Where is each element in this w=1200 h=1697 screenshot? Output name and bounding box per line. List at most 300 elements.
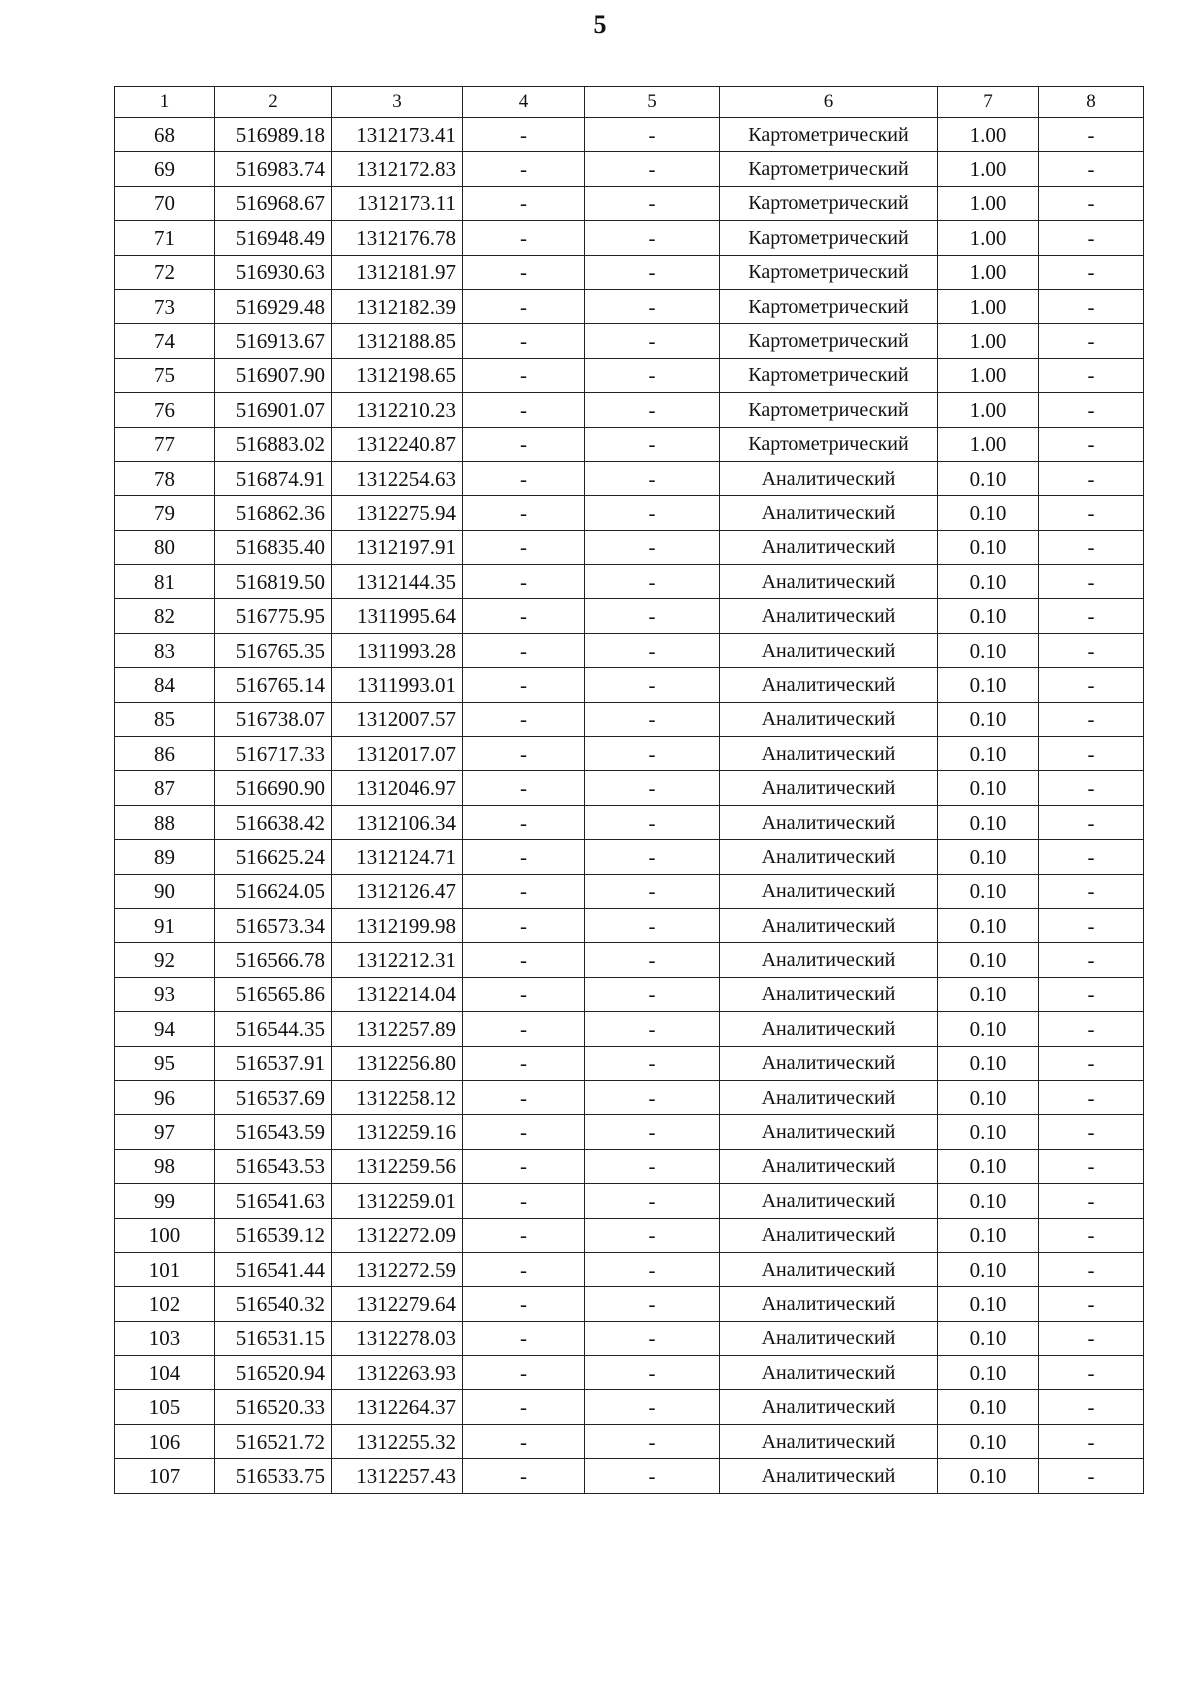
y-coordinate-cell: 1312188.85 [332, 324, 463, 358]
point-number-cell: 78 [115, 461, 215, 495]
table-row [115, 1149, 1144, 1183]
table-row [115, 427, 1144, 461]
header-row [115, 87, 1144, 118]
accuracy-cell: 0.10 [938, 874, 1039, 908]
method-cell: Аналитический [720, 908, 938, 942]
col4-cell: - [463, 461, 585, 495]
col5-cell: - [585, 496, 720, 530]
col4-cell: - [463, 1184, 585, 1218]
column-header: 3 [332, 87, 463, 118]
x-coordinate-cell: 516541.44 [215, 1252, 332, 1286]
col8-cell: - [1039, 461, 1144, 495]
col8-cell: - [1039, 393, 1144, 427]
col5-cell: - [585, 358, 720, 392]
method-cell: Аналитический [720, 599, 938, 633]
method-cell: Аналитический [720, 1046, 938, 1080]
point-number-cell: 87 [115, 771, 215, 805]
y-coordinate-cell: 1312124.71 [332, 840, 463, 874]
y-coordinate-cell: 1312259.56 [332, 1149, 463, 1183]
method-cell: Аналитический [720, 874, 938, 908]
point-number-cell: 105 [115, 1390, 215, 1424]
col8-cell: - [1039, 633, 1144, 667]
table-body [115, 87, 1144, 1494]
accuracy-cell: 0.10 [938, 530, 1039, 564]
x-coordinate-cell: 516738.07 [215, 702, 332, 736]
y-coordinate-cell: 1312275.94 [332, 496, 463, 530]
col4-cell: - [463, 633, 585, 667]
method-cell: Аналитический [720, 530, 938, 564]
y-coordinate-cell: 1312173.41 [332, 118, 463, 152]
column-header: 5 [585, 87, 720, 118]
method-cell: Картометрический [720, 255, 938, 289]
column-header: 4 [463, 87, 585, 118]
x-coordinate-cell: 516930.63 [215, 255, 332, 289]
col8-cell: - [1039, 324, 1144, 358]
col4-cell: - [463, 771, 585, 805]
coordinates-table [114, 86, 1144, 1494]
point-number-cell: 106 [115, 1424, 215, 1458]
col4-cell: - [463, 118, 585, 152]
col4-cell: - [463, 1218, 585, 1252]
x-coordinate-cell: 516531.15 [215, 1321, 332, 1355]
method-cell: Аналитический [720, 1321, 938, 1355]
method-cell: Аналитический [720, 1012, 938, 1046]
x-coordinate-cell: 516862.36 [215, 496, 332, 530]
col5-cell: - [585, 1115, 720, 1149]
accuracy-cell: 0.10 [938, 496, 1039, 530]
col8-cell: - [1039, 1390, 1144, 1424]
table-row [115, 1321, 1144, 1355]
table-row [115, 1287, 1144, 1321]
col8-cell: - [1039, 1149, 1144, 1183]
y-coordinate-cell: 1312199.98 [332, 908, 463, 942]
x-coordinate-cell: 516983.74 [215, 152, 332, 186]
col5-cell: - [585, 874, 720, 908]
table-row [115, 943, 1144, 977]
col8-cell: - [1039, 1184, 1144, 1218]
y-coordinate-cell: 1312272.59 [332, 1252, 463, 1286]
col5-cell: - [585, 530, 720, 564]
accuracy-cell: 1.00 [938, 255, 1039, 289]
method-cell: Аналитический [720, 496, 938, 530]
col4-cell: - [463, 289, 585, 323]
col4-cell: - [463, 530, 585, 564]
accuracy-cell: 0.10 [938, 908, 1039, 942]
col4-cell: - [463, 599, 585, 633]
method-cell: Картометрический [720, 221, 938, 255]
accuracy-cell: 0.10 [938, 977, 1039, 1011]
x-coordinate-cell: 516901.07 [215, 393, 332, 427]
y-coordinate-cell: 1311993.01 [332, 668, 463, 702]
y-coordinate-cell: 1312272.09 [332, 1218, 463, 1252]
point-number-cell: 97 [115, 1115, 215, 1149]
point-number-cell: 88 [115, 805, 215, 839]
accuracy-cell: 0.10 [938, 1046, 1039, 1080]
accuracy-cell: 1.00 [938, 186, 1039, 220]
col4-cell: - [463, 1356, 585, 1390]
point-number-cell: 107 [115, 1459, 215, 1493]
column-header: 2 [215, 87, 332, 118]
point-number-cell: 90 [115, 874, 215, 908]
col4-cell: - [463, 221, 585, 255]
col5-cell: - [585, 118, 720, 152]
method-cell: Аналитический [720, 1184, 938, 1218]
method-cell: Аналитический [720, 1080, 938, 1114]
point-number-cell: 101 [115, 1252, 215, 1286]
col5-cell: - [585, 324, 720, 358]
col5-cell: - [585, 255, 720, 289]
table-row [115, 255, 1144, 289]
accuracy-cell: 0.10 [938, 1115, 1039, 1149]
x-coordinate-cell: 516573.34 [215, 908, 332, 942]
method-cell: Аналитический [720, 771, 938, 805]
table-row [115, 1012, 1144, 1046]
point-number-cell: 104 [115, 1356, 215, 1390]
table-row [115, 668, 1144, 702]
col8-cell: - [1039, 358, 1144, 392]
col5-cell: - [585, 668, 720, 702]
table-row [115, 599, 1144, 633]
col8-cell: - [1039, 530, 1144, 564]
y-coordinate-cell: 1312007.57 [332, 702, 463, 736]
col4-cell: - [463, 737, 585, 771]
y-coordinate-cell: 1312181.97 [332, 255, 463, 289]
y-coordinate-cell: 1312255.32 [332, 1424, 463, 1458]
y-coordinate-cell: 1312212.31 [332, 943, 463, 977]
method-cell: Аналитический [720, 633, 938, 667]
col4-cell: - [463, 1012, 585, 1046]
method-cell: Аналитический [720, 668, 938, 702]
point-number-cell: 92 [115, 943, 215, 977]
table-row [115, 1459, 1144, 1493]
table-row [115, 840, 1144, 874]
table-row [115, 977, 1144, 1011]
page-number: 5 [593, 10, 607, 39]
accuracy-cell: 0.10 [938, 771, 1039, 805]
table-row [115, 393, 1144, 427]
col5-cell: - [585, 221, 720, 255]
y-coordinate-cell: 1312278.03 [332, 1321, 463, 1355]
accuracy-cell: 0.10 [938, 1390, 1039, 1424]
x-coordinate-cell: 516835.40 [215, 530, 332, 564]
x-coordinate-cell: 516533.75 [215, 1459, 332, 1493]
accuracy-cell: 0.10 [938, 668, 1039, 702]
y-coordinate-cell: 1312214.04 [332, 977, 463, 1011]
col5-cell: - [585, 393, 720, 427]
method-cell: Аналитический [720, 943, 938, 977]
col5-cell: - [585, 840, 720, 874]
method-cell: Аналитический [720, 1459, 938, 1493]
col4-cell: - [463, 1149, 585, 1183]
accuracy-cell: 0.10 [938, 737, 1039, 771]
method-cell: Картометрический [720, 118, 938, 152]
method-cell: Аналитический [720, 702, 938, 736]
x-coordinate-cell: 516948.49 [215, 221, 332, 255]
col5-cell: - [585, 737, 720, 771]
x-coordinate-cell: 516765.14 [215, 668, 332, 702]
table-row [115, 1424, 1144, 1458]
col8-cell: - [1039, 599, 1144, 633]
x-coordinate-cell: 516874.91 [215, 461, 332, 495]
method-cell: Аналитический [720, 1218, 938, 1252]
method-cell: Аналитический [720, 1390, 938, 1424]
x-coordinate-cell: 516537.91 [215, 1046, 332, 1080]
accuracy-cell: 0.10 [938, 1012, 1039, 1046]
y-coordinate-cell: 1312197.91 [332, 530, 463, 564]
x-coordinate-cell: 516690.90 [215, 771, 332, 805]
accuracy-cell: 1.00 [938, 393, 1039, 427]
col4-cell: - [463, 393, 585, 427]
col5-cell: - [585, 1184, 720, 1218]
y-coordinate-cell: 1312176.78 [332, 221, 463, 255]
method-cell: Картометрический [720, 324, 938, 358]
col4-cell: - [463, 1459, 585, 1493]
accuracy-cell: 0.10 [938, 840, 1039, 874]
x-coordinate-cell: 516566.78 [215, 943, 332, 977]
col5-cell: - [585, 943, 720, 977]
table-row [115, 289, 1144, 323]
x-coordinate-cell: 516989.18 [215, 118, 332, 152]
col5-cell: - [585, 599, 720, 633]
col8-cell: - [1039, 1012, 1144, 1046]
col8-cell: - [1039, 702, 1144, 736]
y-coordinate-cell: 1311995.64 [332, 599, 463, 633]
col8-cell: - [1039, 118, 1144, 152]
x-coordinate-cell: 516544.35 [215, 1012, 332, 1046]
col4-cell: - [463, 908, 585, 942]
accuracy-cell: 0.10 [938, 1252, 1039, 1286]
x-coordinate-cell: 516539.12 [215, 1218, 332, 1252]
table-row [115, 118, 1144, 152]
x-coordinate-cell: 516819.50 [215, 565, 332, 599]
accuracy-cell: 0.10 [938, 1218, 1039, 1252]
table-row [115, 1356, 1144, 1390]
table-row [115, 702, 1144, 736]
col5-cell: - [585, 771, 720, 805]
col8-cell: - [1039, 1321, 1144, 1355]
accuracy-cell: 1.00 [938, 221, 1039, 255]
col4-cell: - [463, 496, 585, 530]
method-cell: Картометрический [720, 427, 938, 461]
point-number-cell: 69 [115, 152, 215, 186]
point-number-cell: 98 [115, 1149, 215, 1183]
table-row [115, 874, 1144, 908]
y-coordinate-cell: 1312257.89 [332, 1012, 463, 1046]
accuracy-cell: 1.00 [938, 152, 1039, 186]
point-number-cell: 89 [115, 840, 215, 874]
accuracy-cell: 0.10 [938, 1459, 1039, 1493]
y-coordinate-cell: 1312263.93 [332, 1356, 463, 1390]
table-row [115, 1046, 1144, 1080]
col5-cell: - [585, 289, 720, 323]
col4-cell: - [463, 702, 585, 736]
point-number-cell: 84 [115, 668, 215, 702]
x-coordinate-cell: 516913.67 [215, 324, 332, 358]
x-coordinate-cell: 516543.53 [215, 1149, 332, 1183]
point-number-cell: 83 [115, 633, 215, 667]
table-row [115, 737, 1144, 771]
col8-cell: - [1039, 289, 1144, 323]
y-coordinate-cell: 1312198.65 [332, 358, 463, 392]
col5-cell: - [585, 1149, 720, 1183]
col5-cell: - [585, 1459, 720, 1493]
col5-cell: - [585, 461, 720, 495]
col8-cell: - [1039, 1252, 1144, 1286]
col8-cell: - [1039, 1218, 1144, 1252]
table-row [115, 530, 1144, 564]
method-cell: Аналитический [720, 1149, 938, 1183]
y-coordinate-cell: 1312254.63 [332, 461, 463, 495]
accuracy-cell: 0.10 [938, 1287, 1039, 1321]
accuracy-cell: 0.10 [938, 805, 1039, 839]
col5-cell: - [585, 1046, 720, 1080]
x-coordinate-cell: 516565.86 [215, 977, 332, 1011]
x-coordinate-cell: 516968.67 [215, 186, 332, 220]
accuracy-cell: 0.10 [938, 1321, 1039, 1355]
method-cell: Картометрический [720, 358, 938, 392]
col8-cell: - [1039, 1046, 1144, 1080]
accuracy-cell: 0.10 [938, 1356, 1039, 1390]
col5-cell: - [585, 702, 720, 736]
table-row [115, 152, 1144, 186]
col8-cell: - [1039, 221, 1144, 255]
col8-cell: - [1039, 186, 1144, 220]
accuracy-cell: 0.10 [938, 1080, 1039, 1114]
point-number-cell: 75 [115, 358, 215, 392]
accuracy-cell: 0.10 [938, 633, 1039, 667]
point-number-cell: 77 [115, 427, 215, 461]
accuracy-cell: 1.00 [938, 289, 1039, 323]
point-number-cell: 70 [115, 186, 215, 220]
col8-cell: - [1039, 908, 1144, 942]
col4-cell: - [463, 427, 585, 461]
table-row [115, 1184, 1144, 1218]
col8-cell: - [1039, 565, 1144, 599]
col4-cell: - [463, 1115, 585, 1149]
col5-cell: - [585, 633, 720, 667]
col5-cell: - [585, 908, 720, 942]
y-coordinate-cell: 1312240.87 [332, 427, 463, 461]
point-number-cell: 72 [115, 255, 215, 289]
method-cell: Аналитический [720, 840, 938, 874]
method-cell: Аналитический [720, 1115, 938, 1149]
y-coordinate-cell: 1312144.35 [332, 565, 463, 599]
col4-cell: - [463, 1080, 585, 1114]
point-number-cell: 81 [115, 565, 215, 599]
col5-cell: - [585, 1356, 720, 1390]
table-row [115, 1080, 1144, 1114]
point-number-cell: 80 [115, 530, 215, 564]
col8-cell: - [1039, 255, 1144, 289]
point-number-cell: 100 [115, 1218, 215, 1252]
table-row [115, 358, 1144, 392]
col8-cell: - [1039, 152, 1144, 186]
accuracy-cell: 0.10 [938, 565, 1039, 599]
col4-cell: - [463, 255, 585, 289]
table-row [115, 805, 1144, 839]
x-coordinate-cell: 516929.48 [215, 289, 332, 323]
x-coordinate-cell: 516775.95 [215, 599, 332, 633]
accuracy-cell: 1.00 [938, 427, 1039, 461]
col5-cell: - [585, 1080, 720, 1114]
table-row [115, 1218, 1144, 1252]
table-row [115, 908, 1144, 942]
col4-cell: - [463, 943, 585, 977]
accuracy-cell: 0.10 [938, 943, 1039, 977]
table-row [115, 565, 1144, 599]
method-cell: Аналитический [720, 1356, 938, 1390]
col4-cell: - [463, 324, 585, 358]
col4-cell: - [463, 1390, 585, 1424]
col8-cell: - [1039, 427, 1144, 461]
col8-cell: - [1039, 737, 1144, 771]
column-header: 6 [720, 87, 938, 118]
col8-cell: - [1039, 977, 1144, 1011]
col4-cell: - [463, 668, 585, 702]
x-coordinate-cell: 516883.02 [215, 427, 332, 461]
method-cell: Картометрический [720, 393, 938, 427]
col8-cell: - [1039, 1287, 1144, 1321]
y-coordinate-cell: 1312172.83 [332, 152, 463, 186]
point-number-cell: 85 [115, 702, 215, 736]
col5-cell: - [585, 1012, 720, 1046]
col5-cell: - [585, 1252, 720, 1286]
point-number-cell: 93 [115, 977, 215, 1011]
x-coordinate-cell: 516625.24 [215, 840, 332, 874]
accuracy-cell: 0.10 [938, 1149, 1039, 1183]
method-cell: Аналитический [720, 1287, 938, 1321]
y-coordinate-cell: 1311993.28 [332, 633, 463, 667]
col8-cell: - [1039, 668, 1144, 702]
col4-cell: - [463, 565, 585, 599]
point-number-cell: 76 [115, 393, 215, 427]
col4-cell: - [463, 1046, 585, 1080]
col4-cell: - [463, 1252, 585, 1286]
col8-cell: - [1039, 874, 1144, 908]
col4-cell: - [463, 1424, 585, 1458]
method-cell: Аналитический [720, 461, 938, 495]
accuracy-cell: 0.10 [938, 461, 1039, 495]
col5-cell: - [585, 805, 720, 839]
column-header: 8 [1039, 87, 1144, 118]
col4-cell: - [463, 977, 585, 1011]
col4-cell: - [463, 1287, 585, 1321]
x-coordinate-cell: 516520.94 [215, 1356, 332, 1390]
col8-cell: - [1039, 496, 1144, 530]
y-coordinate-cell: 1312258.12 [332, 1080, 463, 1114]
col8-cell: - [1039, 840, 1144, 874]
point-number-cell: 86 [115, 737, 215, 771]
col8-cell: - [1039, 1115, 1144, 1149]
point-number-cell: 68 [115, 118, 215, 152]
y-coordinate-cell: 1312210.23 [332, 393, 463, 427]
col8-cell: - [1039, 805, 1144, 839]
point-number-cell: 94 [115, 1012, 215, 1046]
point-number-cell: 71 [115, 221, 215, 255]
col5-cell: - [585, 1390, 720, 1424]
col4-cell: - [463, 1321, 585, 1355]
table-row [115, 221, 1144, 255]
col5-cell: - [585, 1424, 720, 1458]
accuracy-cell: 0.10 [938, 1184, 1039, 1218]
method-cell: Картометрический [720, 152, 938, 186]
accuracy-cell: 0.10 [938, 599, 1039, 633]
point-number-cell: 95 [115, 1046, 215, 1080]
y-coordinate-cell: 1312279.64 [332, 1287, 463, 1321]
table-row [115, 1252, 1144, 1286]
col4-cell: - [463, 186, 585, 220]
y-coordinate-cell: 1312017.07 [332, 737, 463, 771]
